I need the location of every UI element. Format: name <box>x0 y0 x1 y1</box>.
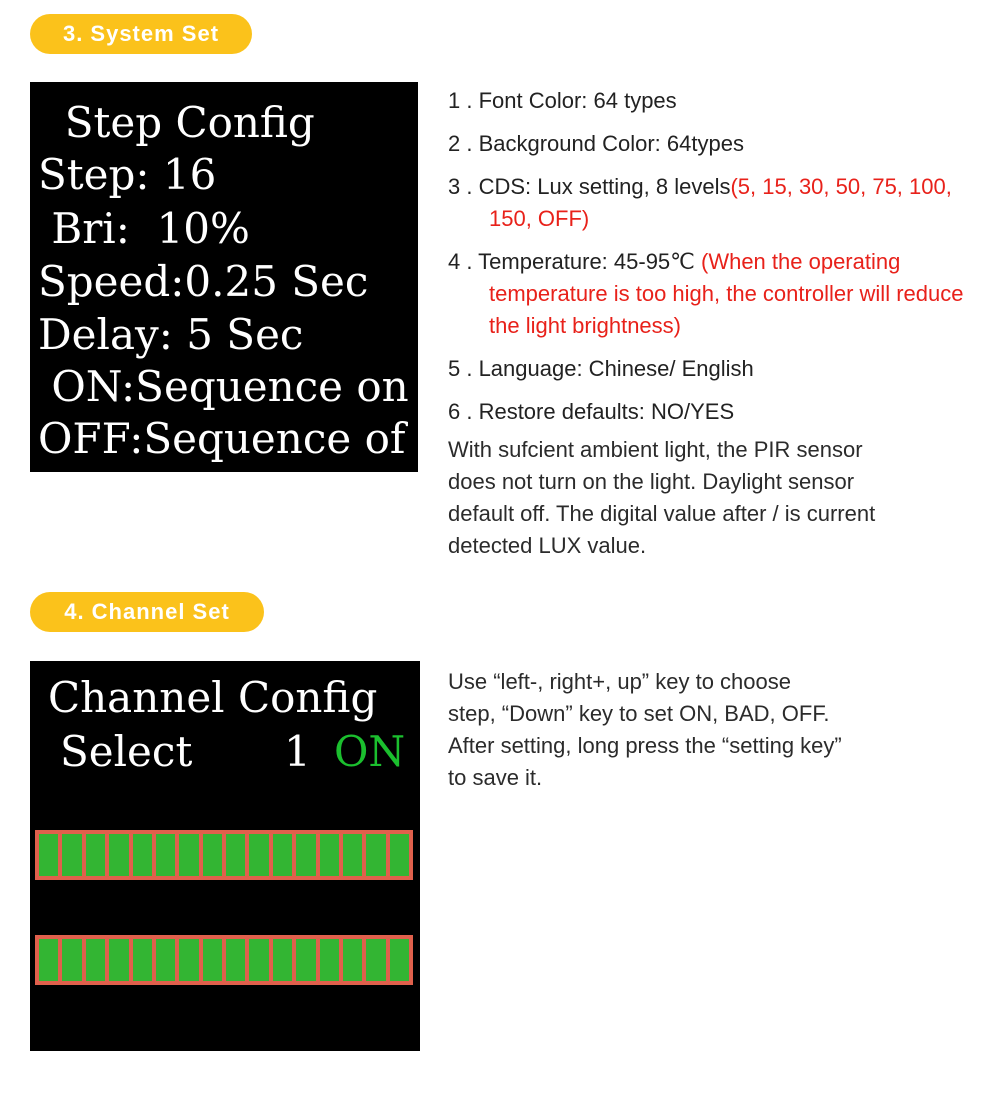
channel-cell <box>86 939 105 981</box>
channel-cell <box>320 834 339 876</box>
desc-line: Use “left-, right+, up” key to choose <box>448 669 791 694</box>
channel-cell <box>109 939 128 981</box>
screen-line-delay: Delay: 5 Sec <box>38 310 304 359</box>
channel-cell <box>273 834 292 876</box>
channel-cell <box>226 834 245 876</box>
list-item-language <box>448 353 993 385</box>
note-line: default off. The digital value after / is current <box>448 501 876 526</box>
channel-config-title: Channel Config <box>48 673 378 722</box>
screen-line-on: ON:Sequence on <box>38 362 409 411</box>
screen-line-title: Step Config <box>38 98 315 147</box>
channel-cell <box>226 939 245 981</box>
desc-line: to save it. <box>448 765 543 790</box>
channel-cell <box>133 939 152 981</box>
note-line: detected LUX value. <box>448 533 647 558</box>
list-item-font-color <box>448 85 993 117</box>
channel-select-label: Select <box>60 727 193 776</box>
item-text: 2 . Background Color: 64types <box>448 131 744 156</box>
channel-set-description <box>448 666 993 794</box>
channel-select-state: ON <box>334 727 406 776</box>
screen-line-speed: Speed:0.25 Sec <box>38 257 369 306</box>
channel-cell <box>109 834 128 876</box>
channel-bar-2 <box>35 935 413 985</box>
channel-cell <box>203 834 222 876</box>
list-item-cds <box>448 171 978 235</box>
screen-line-off: OFF:Sequence of <box>38 414 406 463</box>
desc-line: step, “Down” key to set ON, BAD, OFF. <box>448 701 830 726</box>
channel-bar-1 <box>35 830 413 880</box>
channel-cell <box>179 939 198 981</box>
item-text: 1 . Font Color: 64 types <box>448 88 677 113</box>
channel-cell <box>343 939 362 981</box>
channel-cell <box>86 834 105 876</box>
channel-cell <box>366 939 385 981</box>
list-item-temperature <box>448 246 1000 342</box>
channel-cell <box>39 834 58 876</box>
channel-cell <box>390 939 409 981</box>
note-line: does not turn on the light. Daylight sensor <box>448 469 855 494</box>
list-item-restore-defaults <box>448 396 993 428</box>
channel-cell <box>62 939 81 981</box>
channel-cell <box>203 939 222 981</box>
item-text: 6 . Restore defaults: NO/YES <box>448 399 735 424</box>
channel-cell <box>366 834 385 876</box>
channel-cell <box>156 834 175 876</box>
system-set-note <box>448 434 993 562</box>
step-config-screen <box>30 82 418 472</box>
item-text: 3 . CDS: Lux setting, 8 levels <box>448 174 731 199</box>
item-text: 5 . Language: Chinese/ English <box>448 356 754 381</box>
channel-cell <box>133 834 152 876</box>
channel-cell <box>249 834 268 876</box>
channel-cell <box>249 939 268 981</box>
item-highlight: (5, 15, 30, 50, 75, 100, 150, OFF) <box>489 174 952 231</box>
channel-cell <box>156 939 175 981</box>
note-line: With sufcient ambient light, the PIR sensor <box>448 437 863 462</box>
desc-line: After setting, long press the “setting key” <box>448 733 842 758</box>
channel-select-number: 1 <box>284 727 311 776</box>
item-text: 4 . Temperature: 45-95℃ <box>448 249 701 274</box>
section-title-system-set: 3. System Set <box>30 14 252 54</box>
channel-cell <box>39 939 58 981</box>
channel-cell <box>390 834 409 876</box>
section-title-channel-set: 4. Channel Set <box>30 592 264 632</box>
screen-line-brightness: Bri: 10% <box>38 204 250 253</box>
channel-cell <box>179 834 198 876</box>
channel-cell <box>296 939 315 981</box>
list-item-background-color <box>448 128 993 160</box>
channel-cell <box>62 834 81 876</box>
channel-cell <box>273 939 292 981</box>
channel-cell <box>343 834 362 876</box>
screen-line-step: Step: 16 <box>38 150 217 199</box>
channel-cell <box>296 834 315 876</box>
item-highlight: (When the operating temperature is too high, the controller will reduce the light brightness) <box>489 249 964 338</box>
channel-cell <box>320 939 339 981</box>
